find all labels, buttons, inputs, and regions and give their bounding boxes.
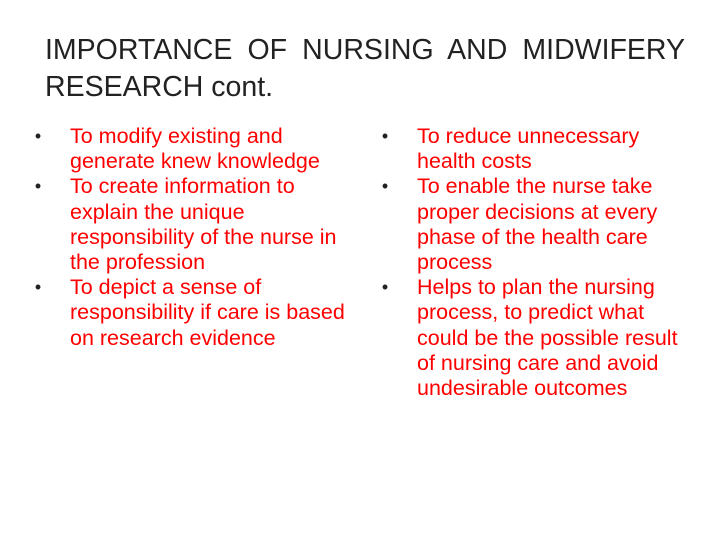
bullet-icon: •	[381, 176, 389, 197]
list-item	[28, 174, 360, 275]
right-bullet-list	[375, 124, 695, 401]
list-item-text: To reduce unnecessary health costs	[417, 124, 640, 174]
list-item	[28, 124, 360, 174]
list-item-text: To modify existing and generate knew knowledge	[70, 124, 320, 174]
bullet-icon: •	[34, 126, 42, 146]
list-item	[375, 275, 695, 401]
list-item	[375, 174, 695, 275]
slide-title: IMPORTANCE OF NURSING AND MIDWIFERY RESEARCH cont.	[45, 34, 685, 103]
bullet-icon: •	[381, 277, 389, 298]
list-item-text: To create information to explain the unique responsibility of the nurse in the profession	[70, 174, 337, 275]
bullet-icon: •	[34, 277, 42, 298]
list-item-text: To depict a sense of responsibility if care is based on research evidence	[70, 275, 345, 350]
left-bullet-list	[28, 124, 360, 351]
bullet-icon: •	[381, 126, 389, 146]
list-item-text: To enable the nurse take proper decisions at every phase of the health care process	[417, 174, 658, 275]
bullet-icon: •	[34, 176, 42, 197]
list-item	[28, 275, 360, 351]
list-item-text: Helps to plan the nursing process, to predict what could be the possible result of nursing care and avoid undesirable outcomes	[417, 275, 678, 401]
list-item	[375, 124, 695, 174]
